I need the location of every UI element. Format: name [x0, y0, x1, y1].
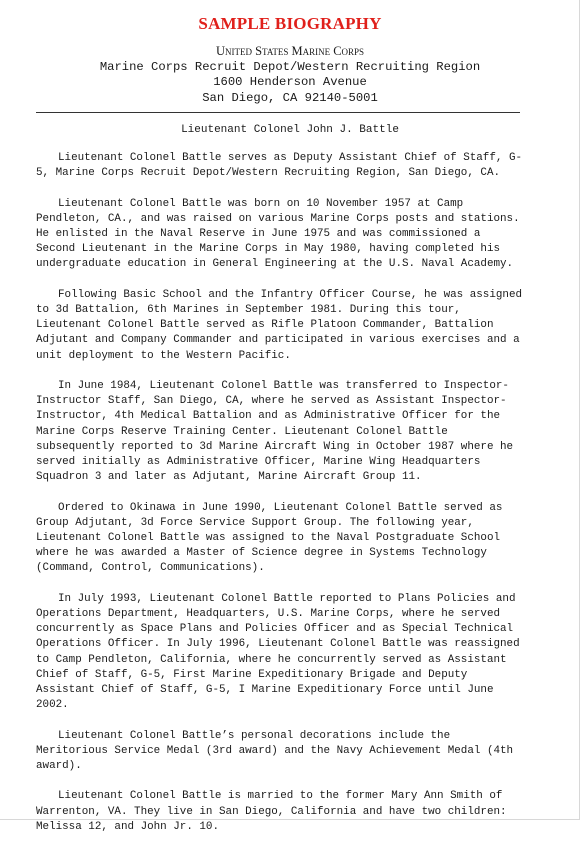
letterhead-city: San Diego, CA 92140-5001 [202, 90, 378, 105]
paragraph-first-assignment: Following Basic School and the Infantry Officer Course, he was assigned to 3d Battalion, 6th Marines in September 1981. During this tour, Lieutenant Colonel Battle served as Rifle Platoon Commander, Battalion Adjutant and Company Commander and participated in various exercises and a unit deployment to the Western Pacific. [36, 288, 523, 362]
paragraph-family: Lieutenant Colonel Battle is married to the former Mary Ann Smith of Warrenton, VA. They live in San Diego, California and have two children: Melissa 12, and John Jr. 10. [36, 790, 507, 833]
letterhead-unit: Marine Corps Recruit Depot/Western Recruiting Region [99, 59, 481, 74]
paragraph-okinawa: Ordered to Okinawa in June 1990, Lieutenant Colonel Battle served as Group Adjutant, 3d Force Service Support Group. The following year, Lieutenant Colonel Battle was assigned to the Naval Postgraduate School where he was awarded a Master of Science degree in Systems Technology (Command, Control, Communications). [36, 501, 503, 575]
header-divider [36, 112, 520, 113]
letterhead [0, 44, 580, 106]
paragraph-decorations: Lieutenant Colonel Battle’s personal decorations include the Meritorious Service Medal (3rd award) and the Navy Achievement Medal (4th award). [36, 729, 514, 773]
paragraph-early-life: Lieutenant Colonel Battle was born on 10 November 1957 at Camp Pendleton, CA., and was raised on various Marine Corps posts and stations. He enlisted in the Naval Reserve in June 1975 and was commissioned a Second Lieutenant in the Marine Corps in May 1980, having completed his undergraduate education in General Engineering at the U.S. Naval Academy. [36, 197, 520, 271]
letterhead-street: 1600 Henderson Avenue [213, 75, 367, 89]
paragraph-headquarters: In July 1993, Lieutenant Colonel Battle reported to Plans Policies and Operations Department, Headquarters, U.S. Marine Corps, where he served concurrently as Space Plans and Policies Officer and as Special Technical Operations Officer. In July 1996, Lieutenant Colonel Battle was reassigned to Camp Pendleton, California, where he concurrently served as Assistant Chief of Staff, G-5, First Marine Expeditionary Brigade and Deputy Assistant Chief of Staff, G-5, I Marine Expeditionary Force until June 2002. [36, 592, 520, 712]
paragraph-current-position: Lieutenant Colonel Battle serves as Deputy Assistant Chief of Staff, G-5, Marine Corps Recruit Depot/Western Recruiting Region, San Diego, CA. [36, 152, 523, 180]
biography-body [36, 151, 526, 850]
biography-subject: Lieutenant Colonel John J. Battle [181, 124, 399, 136]
document-banner: SAMPLE BIOGRAPHY [198, 14, 382, 33]
letterhead-org: United States Marine Corps [215, 44, 365, 58]
paragraph-inspector-instructor: In June 1984, Lieutenant Colonel Battle was transferred to Inspector-Instructor Staff, San Diego, CA, where he served as Assistant Inspector-Instructor, 4th Medical Battalion and as Administrative Officer for the Marine Corps Reserve Training Center. Lieutenant Colonel Battle subsequently reported to 3d Marine Aircraft Wing in October 1987 where he served initially as Administrative Officer, Marine Wing Headquarters Squadron 3 and later as Adjutant, Marine Aircraft Group 11. [36, 380, 514, 484]
